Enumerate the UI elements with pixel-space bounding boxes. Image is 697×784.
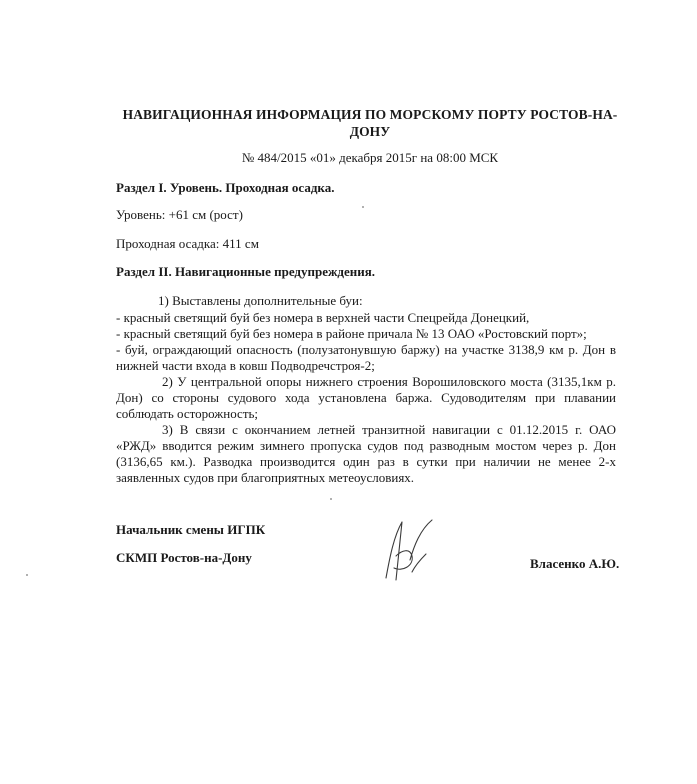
section1-heading: Раздел I. Уровень. Проходная осадка.: [116, 180, 335, 195]
signer-position-line2: СКМП Ростов-на-Дону: [116, 550, 252, 565]
signer-name: Власенко А.Ю.: [530, 556, 620, 571]
warning-item-3: 3) В связи с окончанием летней транзитной навигации с 01.12.2015 г. ОАО «РЖД» вводится режим зимнего пропуска судов под разводным мостом через р. Дон (3136,65 км.). Разводка производится один раз в сутки при наличии не менее 2-х заявленных судов при благоприятных метеоусловиях.: [116, 422, 616, 485]
item1-intro: 1) Выставлены дополнительные буи:: [158, 293, 363, 308]
buoy-item-2: - красный светящий буй без номера в районе причала № 13 ОАО «Ростовский порт»;: [116, 326, 587, 341]
buoy-item-3: - буй, ограждающий опасность (полузатонувшую баржу) на участке 3138,9 км р. Дон в нижней части входа в ковш Подводречстроя-2;: [116, 342, 616, 373]
signer-position-line1: Начальник смены ИГПК: [116, 522, 266, 537]
passable-draft: Проходная осадка: 411 см: [116, 236, 259, 251]
scan-speck: [26, 574, 28, 576]
water-level: Уровень: +61 см (рост): [116, 207, 243, 222]
buoy-item-1: - красный светящий буй без номера в верхней части Спецрейда Донецкий,: [116, 310, 530, 325]
scan-speck: [330, 498, 332, 500]
scan-speck: [362, 206, 364, 208]
section2-heading: Раздел II. Навигационные предупреждения.: [116, 264, 376, 279]
document-title: НАВИГАЦИОННАЯ ИНФОРМАЦИЯ ПО МОРСКОМУ ПОРТУ РОСТОВ-НА-ДОНУ: [122, 107, 618, 139]
document-number: № 484/2015 «01» декабря 2015г на 08:00 МСК: [241, 150, 499, 165]
warning-item-2: 2) У центральной опоры нижнего строения Ворошиловского моста (3135,1км р. Дон) со стороны судового хода установлена баржа. Судоводителям при плавании соблюдать осторожность;: [116, 374, 616, 421]
handwritten-signature: [372, 516, 436, 586]
